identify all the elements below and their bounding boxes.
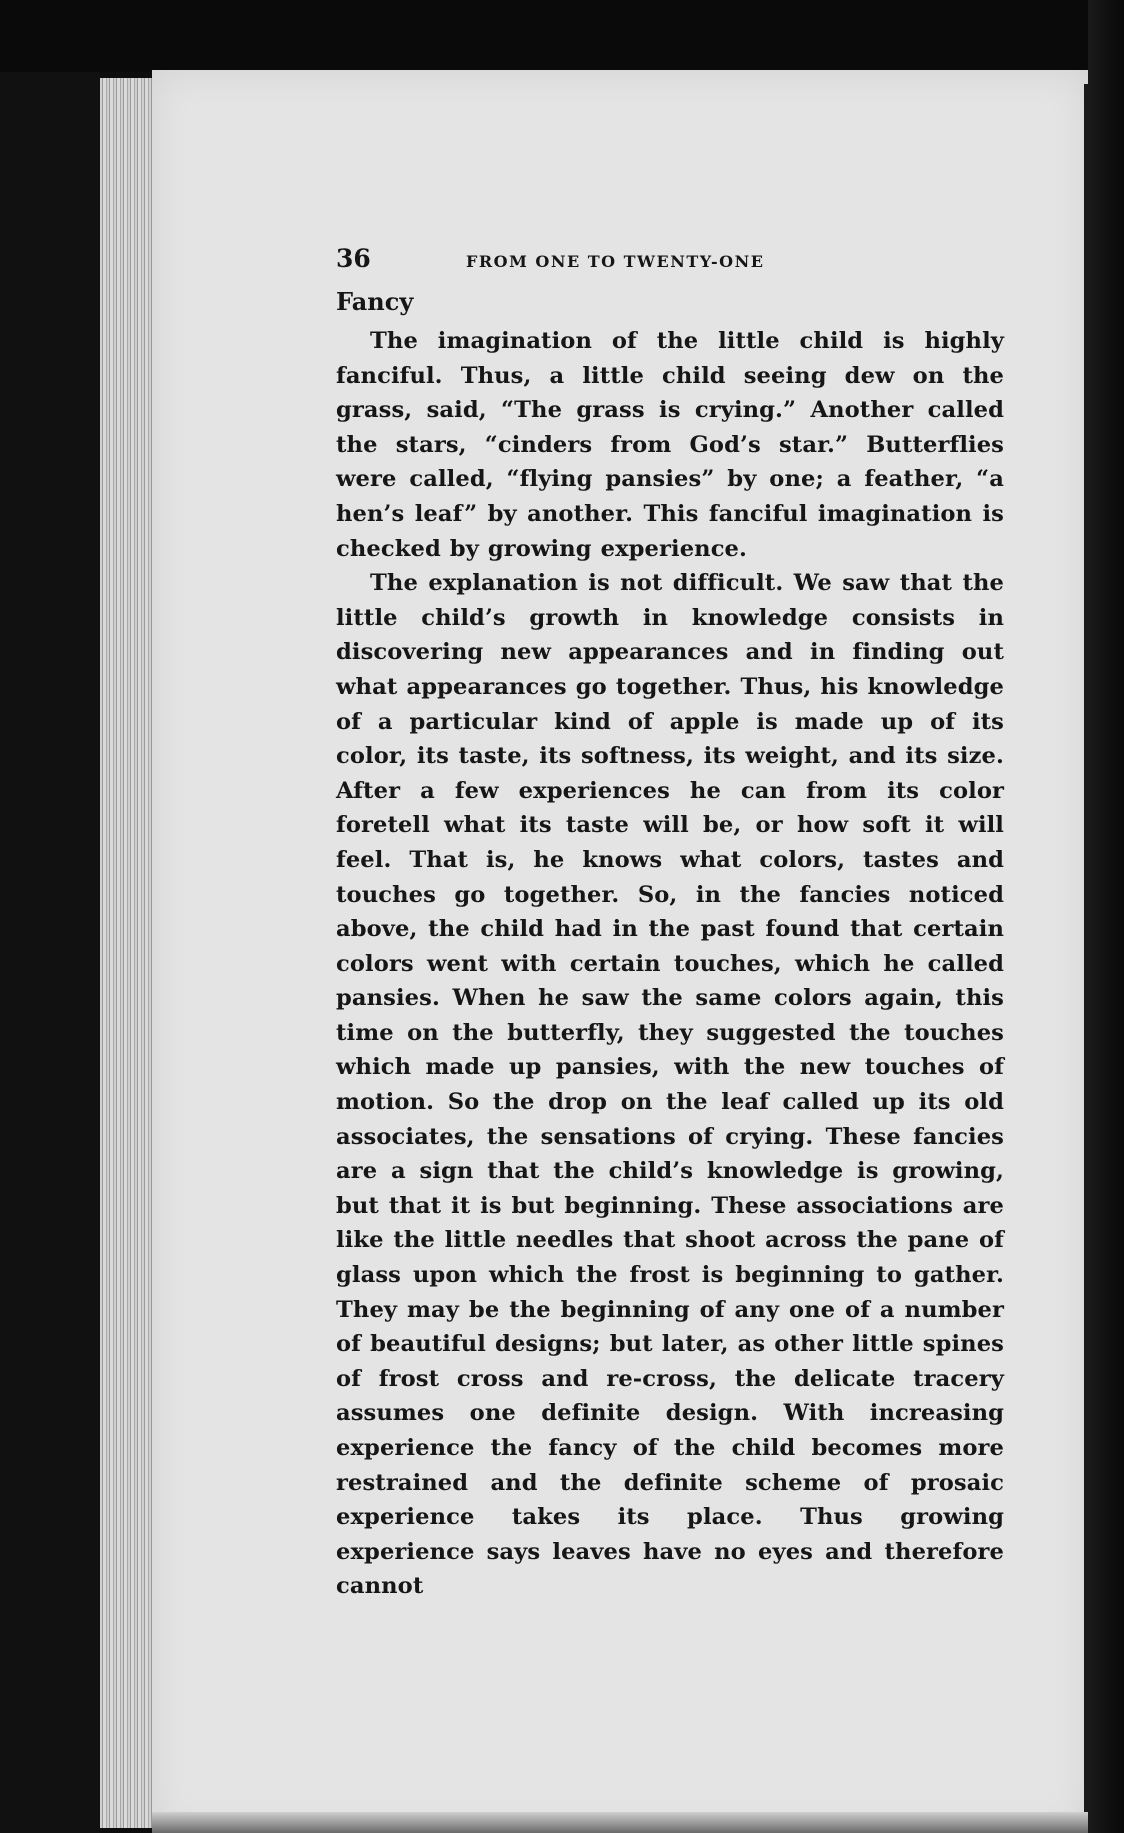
page-number: 36 [336,244,371,273]
page-edges-stack [100,78,158,1828]
running-head [336,244,1004,284]
scanner-left-margin [0,0,100,1833]
page-bottom-edge [152,1812,1088,1833]
section-heading: Fancy [336,287,414,316]
scanner-right-margin [1088,0,1124,1833]
running-title: FROM ONE TO TWENTY-ONE [466,252,765,271]
paragraph-2: The explanation is not difficult. We saw that the little child’s growth in knowledge consists in discovering new appearances and in finding out what appearances go together. Thus, his knowledge of a particular kind of apple is made up of its color, its taste, its softness, its weight, and its size. After a few experiences he can from its color foretell what its taste will be, or how soft it will feel. That is, he knows what colors, tastes and touches go together. So, in the fancies noticed above, the child had in the past found that certain colors went with certain touches, which he called pansies. When he saw the same colors again, this time on the butterfly, they suggested the touches which made up pansies, with the new touches of motion. So the drop on the leaf called up its old associates, the sensations of crying. These fancies are a sign that the child’s knowledge is growing, but that it is but beginning. These associations are like the little needles that shoot across the pane of glass upon which the frost is beginning to gather. They may be the beginning of any one of a number of beautiful designs; but later, as other little spines of frost cross and re-cross, the delicate tracery assumes one definite design. With increasing experience the fancy of the child becomes more restrained and the definite scheme of prosaic experience takes its place. Thus growing experience says leaves have no eyes and therefore cannot [336,570,1004,1600]
paragraph-1: The imagination of the little child is highly fanciful. Thus, a little child seeing dew on the grass, said, “The grass is crying.” Another called the stars, “cinders from God’s star.” Butterflies were called, “flying pansies” by one; a feather, “a hen’s leaf” by another. This fanciful imagination is checked by growing experience. [336,328,1004,562]
page-text-block [336,244,1004,1604]
scanner-top-margin [0,0,1124,72]
